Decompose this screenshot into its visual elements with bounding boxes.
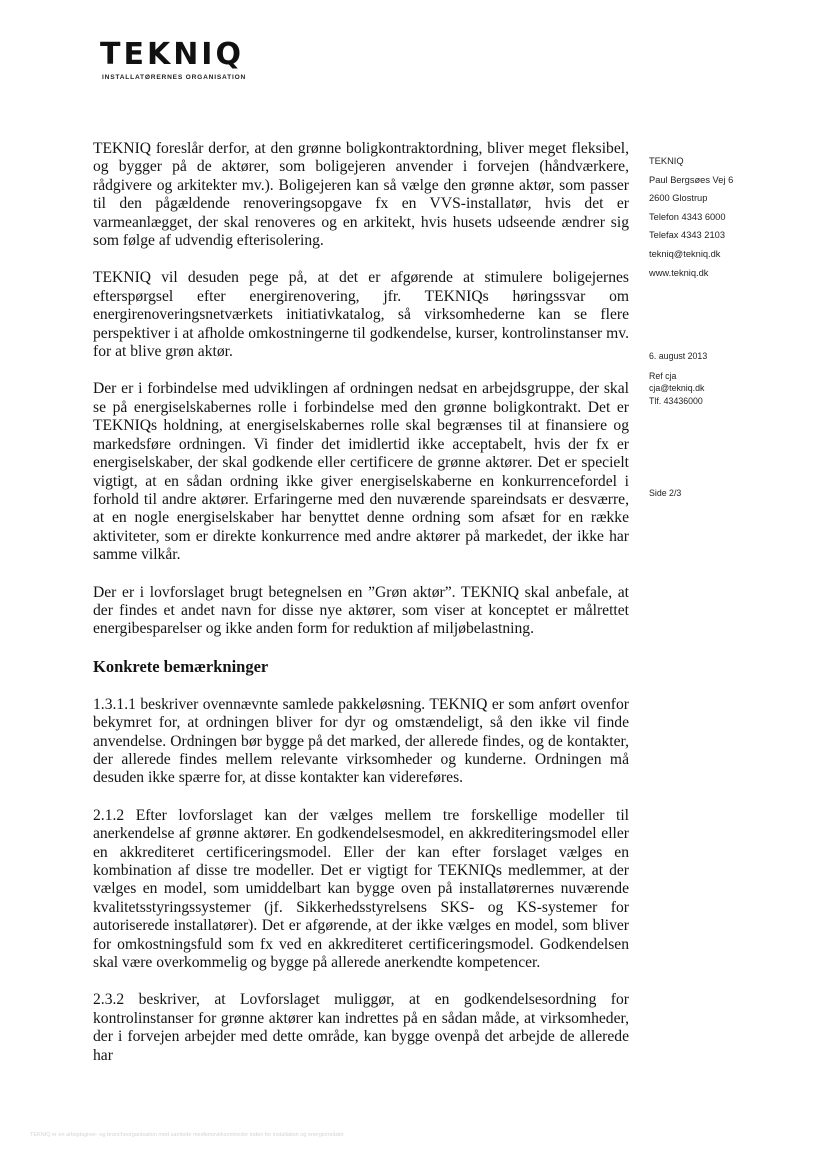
paragraph-1-3-1-1: 1.3.1.1 beskriver ovennævnte samlede pakkeløsning. TEKNIQ er som anført ovenfor bekymret for, at ordningen bliver for dyr og omstændeligt, så den ikke vil finde anvendelse. Ordningen bør bygge på det marked, der allerede findes, og de kontakter, der allerede findes mellem relevante virksomheder og kunderne. Ordningen må desuden ikke spærre for, at disse kontakter kan videreføres. [93,695,629,787]
page-footer: TEKNIQ er en arbejdsgiver- og brancheorganisation med samlede medlemsvirksomheder inden for installation og energiområdet [30,1132,344,1138]
page-number: Side 2/3 [649,488,682,498]
address-website: www.tekniq.dk [649,267,709,278]
section-heading: Konkrete bemærkninger [93,656,269,676]
paragraph-2-3-2: 2.3.2 beskriver, at Lovforslaget muliggør, at en godkendelsesordning for kontrolinstanser for grønne aktører kan indrettes på en sådan måde, at virksomheder, der i forvejen arbejder med dette område, kan bygge ovenpå det arbejde de allerede har [93,991,629,1064]
address-fax: Telefax 4343 2103 [649,230,725,241]
ref-phone: Tlf. 43436000 [649,395,703,406]
paragraph-2-1-2: 2.1.2 Efter lovforslaget kan der vælges mellem tre forskellige modeller til anerkendelse af grønne aktører. En godkendelsesmodel, en akkrediteringsmodel eller en akkrediteret certificeringsmodel. Eller der kan efter forslaget vælges en kombination af disse tre modeller. Det er vigtigt for TEKNIQs medlemmer, at der vælges en model, som umiddelbart kan bygge oven på installatørernes nuværende kvalitetsstyringssystemer (jf. Sikkerhedsstyrelsens SKS- og KS-systemer for autoriserede installatører). Det er afgørende, at der ikke vælges en model, som bliver for omkostningsfuld som fx ved en akkrediteret certificeringsmodel. Godkendelsen skal være overkommelig og bygge på allerede anerkendte kompetencer. [93,806,629,972]
paragraph-flexible-scheme: TEKNIQ foreslår derfor, at den grønne boligkontraktordning, bliver meget fleksibel, og bygger på de aktører, som boligejeren anvender i forvejen (håndværkere, rådgivere og arkitekter mv.). Boligejeren kan så vælge den grønne aktør, som passer til den pågældende renoveringsopgave fx en VVS-installatør, hvis det er varmeanlægget, der skal renoveres og en arkitekt, hvis husets udseende ændrer sig som følge af udvendig efterisolering. [93,140,629,250]
letter-date: 6. august 2013 [649,351,708,361]
address-city: 2600 Glostrup [649,193,708,204]
letter-body [93,140,629,1084]
reference-block [649,348,799,410]
paragraph-energy-companies: Der er i forbindelse med udviklingen af ordningen nedsat en arbejdsgruppe, der skal se på energiselskabernes rolle i forbindelse med den grønne boligkontrakt. Det er TEKNIQs holdning, at energiselskabernes rolle skal begrænses til at finansiere og markedsføre ordningen. Vi finder det imidlertid ikke acceptabelt, hvis der fx er energiselskaber, der skal godkende eller certificere de grønne aktører. Det er specielt vigtigt, at en sådan ordning ikke giver energiselskaberne en konkurrencefordel i forhold til andre aktører. Erfaringerne med den nuværende spareindsats er desværre, at en nogle energiselskaber har benyttet denne ordning som afsæt for en række aktiviteter, som er direkte konkurrence med andre aktører på markedet, der ikke har samme vilkår. [93,380,629,564]
logo-wordmark: TEKNIQ [100,37,244,72]
ref-email: cja@tekniq.dk [649,383,705,393]
address-street: Paul Bergsøes Vej 6 [649,174,734,185]
logo-subtitle: INSTALLATØRERNES ORGANISATION [102,74,247,81]
paragraph-demand-stimulation: TEKNIQ vil desuden pege på, at det er afgørende at stimulere boligejernes efterspørgsel efter energirenovering, jfr. TEKNIQs høringssvar om energirenoveringsnetværkets initiativkatalog, så virksomhederne kan se flere perspektiver i at afholde omkostningerne til godkendelse, kurser, kontrolinstanser mv. for at blive grøn aktør. [93,269,629,361]
tekniq-logo [100,38,280,81]
ref-initials: Ref cja [649,370,677,381]
sender-address [649,152,799,282]
paragraph-green-actor-name: Der er i lovforslaget brugt betegnelsen en ”Grøn aktør”. TEKNIQ skal anbefale, at der findes et andet navn for disse nye aktører, som viser at konceptet er målrettet energibesparelser og ikke anden form for reduktion af miljøbelastning. [93,583,629,638]
address-phone: Telefon 4343 6000 [649,211,726,222]
address-org: TEKNIQ [649,156,684,166]
address-email: tekniq@tekniq.dk [649,248,721,259]
